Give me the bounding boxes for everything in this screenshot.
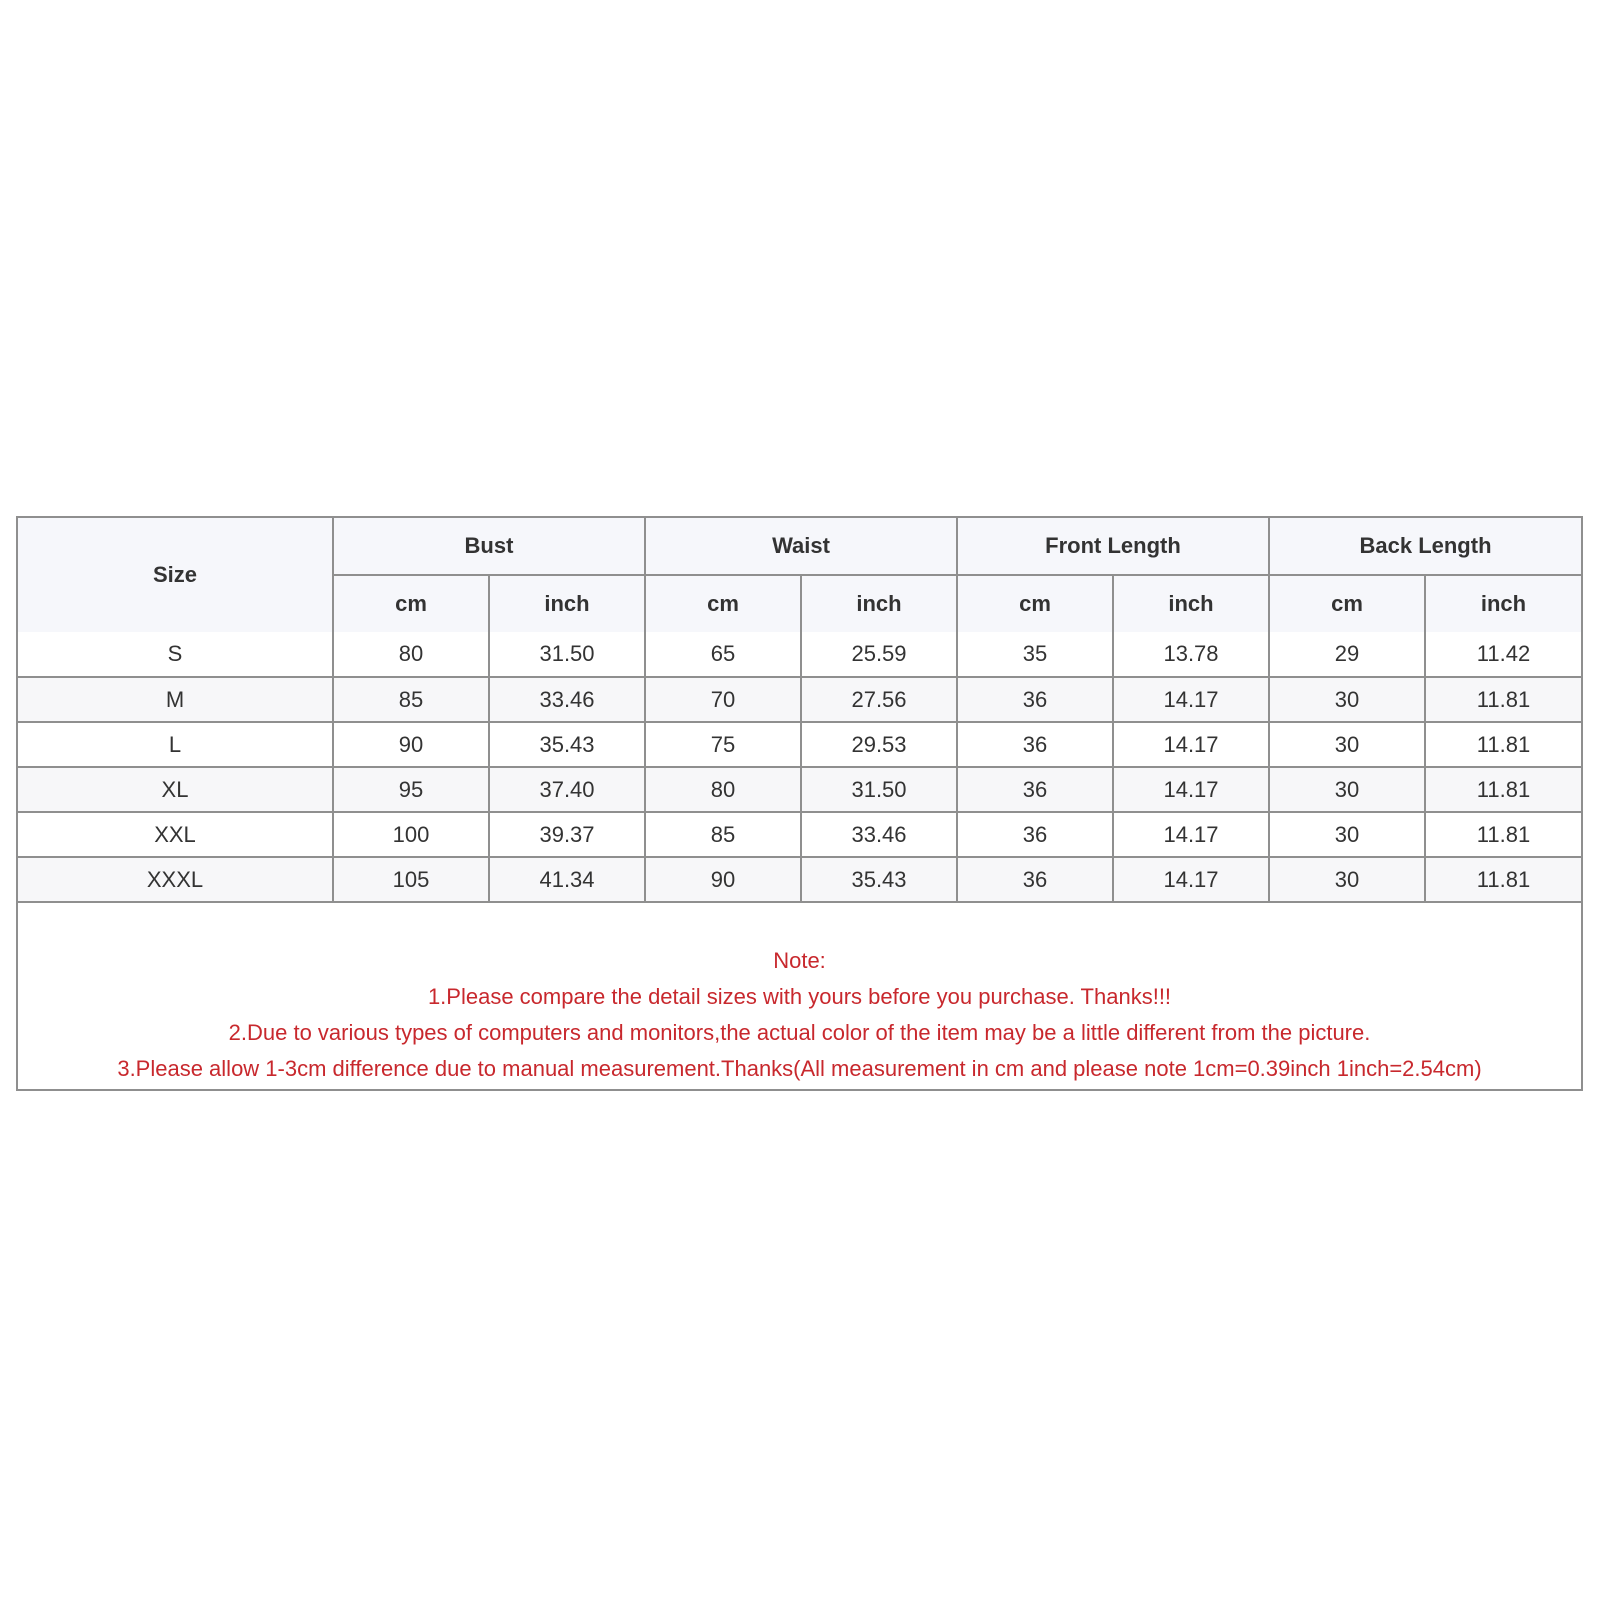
back-length-inch-cell: 11.81	[1425, 812, 1581, 857]
bust-inch-cell: 35.43	[489, 722, 645, 767]
back-length-inch-cell: 11.81	[1425, 722, 1581, 767]
table-row	[18, 722, 1581, 767]
note-line-1: 1.Please compare the detail sizes with yours before you purchase. Thanks!!!	[427, 984, 1172, 1009]
back-length-cm-cell: 30	[1269, 722, 1425, 767]
waist-inch-cell: 25.59	[801, 632, 957, 677]
notes	[18, 903, 1581, 1089]
size-cell: L	[18, 722, 333, 767]
bust-inch-cell: 39.37	[489, 812, 645, 857]
back-length-inch-cell: 11.42	[1425, 632, 1581, 677]
waist-header: Waist	[645, 518, 957, 575]
back-length-cm-cell: 30	[1269, 677, 1425, 722]
waist-inch-cell: 35.43	[801, 857, 957, 902]
front-length-inch-cell: 14.17	[1113, 677, 1269, 722]
bust-cm-cell: 100	[333, 812, 489, 857]
bust-cm-cell: 95	[333, 767, 489, 812]
table-row	[18, 767, 1581, 812]
bust-inch-cell: 33.46	[489, 677, 645, 722]
waist-inch-cell: 33.46	[801, 812, 957, 857]
front-length-inch-cell: 13.78	[1113, 632, 1269, 677]
back-length-cm-header: cm	[1269, 575, 1425, 632]
front-length-inch-cell: 14.17	[1113, 812, 1269, 857]
waist-cm-cell: 65	[645, 632, 801, 677]
front-length-inch-cell: 14.17	[1113, 722, 1269, 767]
back-length-cm-cell: 29	[1269, 632, 1425, 677]
note-line-2: 2.Due to various types of computers and monitors,the actual color of the item may be a little different from the picture.	[228, 1020, 1371, 1045]
waist-cm-cell: 75	[645, 722, 801, 767]
size-cell: M	[18, 677, 333, 722]
front-length-inch-cell: 14.17	[1113, 857, 1269, 902]
table-row	[18, 857, 1581, 902]
size-cell: XL	[18, 767, 333, 812]
waist-inch-header: inch	[801, 575, 957, 632]
waist-inch-cell: 27.56	[801, 677, 957, 722]
bust-inch-cell: 41.34	[489, 857, 645, 902]
waist-inch-cell: 31.50	[801, 767, 957, 812]
bust-cm-header: cm	[333, 575, 489, 632]
back-length-inch-cell: 11.81	[1425, 677, 1581, 722]
back-length-cm-cell: 30	[1269, 857, 1425, 902]
table-body	[18, 632, 1581, 902]
front-length-cm-cell: 36	[957, 767, 1113, 812]
back-length-header: Back Length	[1269, 518, 1581, 575]
back-length-inch-header: inch	[1425, 575, 1581, 632]
waist-cm-cell: 85	[645, 812, 801, 857]
table-header-row	[18, 518, 1581, 575]
back-length-inch-cell: 11.81	[1425, 857, 1581, 902]
front-length-cm-header: cm	[957, 575, 1113, 632]
waist-cm-cell: 80	[645, 767, 801, 812]
size-chart	[16, 516, 1583, 1091]
note-title: Note:	[773, 948, 826, 973]
bust-cm-cell: 90	[333, 722, 489, 767]
back-length-cm-cell: 30	[1269, 767, 1425, 812]
bust-inch-cell: 37.40	[489, 767, 645, 812]
waist-inch-cell: 29.53	[801, 722, 957, 767]
waist-cm-cell: 70	[645, 677, 801, 722]
size-table	[18, 518, 1581, 903]
table-row	[18, 632, 1581, 677]
bust-inch-header: inch	[489, 575, 645, 632]
waist-cm-cell: 90	[645, 857, 801, 902]
waist-cm-header: cm	[645, 575, 801, 632]
bust-inch-cell: 31.50	[489, 632, 645, 677]
front-length-cm-cell: 36	[957, 857, 1113, 902]
front-length-inch-cell: 14.17	[1113, 767, 1269, 812]
bust-cm-cell: 85	[333, 677, 489, 722]
bust-header: Bust	[333, 518, 645, 575]
front-length-cm-cell: 36	[957, 812, 1113, 857]
front-length-inch-header: inch	[1113, 575, 1269, 632]
size-cell: S	[18, 632, 333, 677]
bust-cm-cell: 80	[333, 632, 489, 677]
bust-cm-cell: 105	[333, 857, 489, 902]
back-length-cm-cell: 30	[1269, 812, 1425, 857]
back-length-inch-cell: 11.81	[1425, 767, 1581, 812]
size-cell: XXXL	[18, 857, 333, 902]
note-line-3: 3.Please allow 1-3cm difference due to manual measurement.Thanks(All measurement in cm and please note 1cm=0.39inch 1inch=2.54cm)	[117, 1056, 1482, 1081]
size-header: Size	[18, 518, 333, 632]
table-row	[18, 677, 1581, 722]
front-length-cm-cell: 35	[957, 632, 1113, 677]
front-length-cm-cell: 36	[957, 677, 1113, 722]
front-length-header: Front Length	[957, 518, 1269, 575]
table-row	[18, 812, 1581, 857]
size-cell: XXL	[18, 812, 333, 857]
front-length-cm-cell: 36	[957, 722, 1113, 767]
